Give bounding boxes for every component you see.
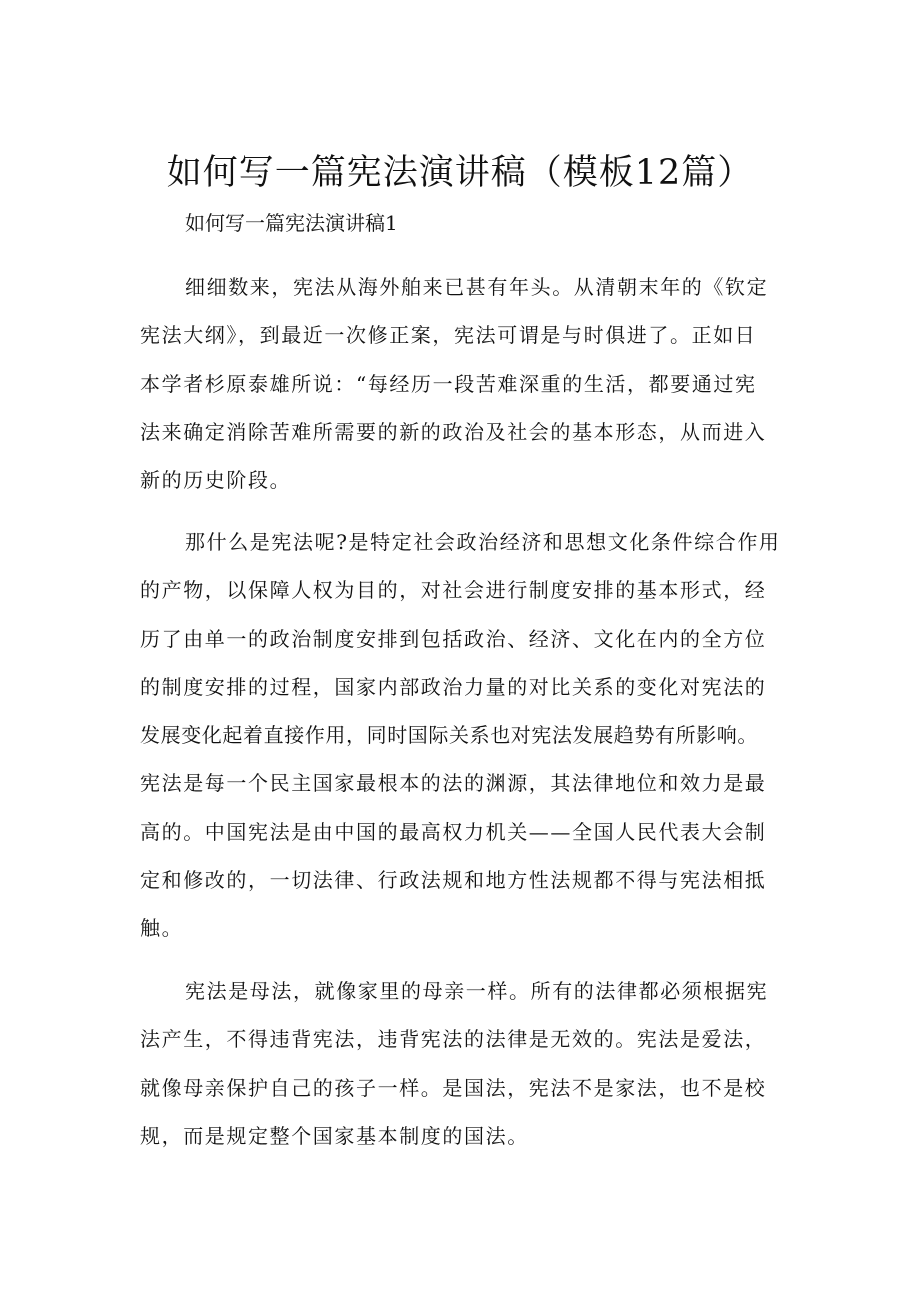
paragraph-line: 触。	[140, 916, 184, 941]
document-title: 如何写一篇宪法演讲稿（模板12篇）	[166, 153, 754, 193]
paragraph-line: 本学者杉原泰雄所说：“每经历一段苦难深重的生活，都要通过宪	[140, 371, 757, 396]
paragraph-line: 定和修改的，一切法律、行政法规和地方性法规都不得与宪法相抵	[140, 868, 767, 893]
paragraph-line: 规，而是规定整个国家基本制度的国法。	[140, 1123, 529, 1148]
paragraph-line: 的产物，以保障人权为目的，对社会进行制度安排的基本形式，经	[140, 578, 767, 603]
paragraph-line: 宪法是母法，就像家里的母亲一样。所有的法律都必须根据宪	[185, 979, 769, 1003]
paragraph-line: 的制度安排的过程，国家内部政治力量的对比关系的变化对宪法的	[140, 674, 767, 699]
paragraph-line: 就像母亲保护自己的孩子一样。是国法，宪法不是家法，也不是校	[140, 1075, 767, 1100]
paragraph-line: 宪法是每一个民主国家最根本的法的渊源，其法律地位和效力是最	[140, 771, 767, 796]
paragraph-2	[140, 518, 800, 953]
paragraph-3	[140, 967, 800, 1160]
paragraph-line: 细细数来，宪法从海外舶来已甚有年头。从清朝末年的《钦定	[185, 275, 769, 299]
paragraph-line: 法产生，不得违背宪法，违背宪法的法律是无效的。宪法是爱法，	[140, 1027, 767, 1052]
paragraph-line: 历了由单一的政治制度安排到包括政治、经济、文化在内的全方位	[140, 626, 767, 651]
section-heading: 如何写一篇宪法演讲稿1	[185, 211, 398, 235]
paragraph-line: 发展变化起着直接作用，同时国际关系也对宪法发展趋势有所影响。	[140, 723, 758, 748]
paragraph-1	[140, 263, 800, 504]
paragraph-line: 新的历史阶段。	[140, 468, 292, 493]
paragraph-line: 高的。中国宪法是由中国的最高权力机关——全国人民代表大会制	[140, 819, 767, 844]
paragraph-line: 法来确定消除苦难所需要的新的政治及社会的基本形态，从而进入	[140, 419, 767, 444]
paragraph-line: 那什么是宪法呢?是特定社会政治经济和思想文化条件综合作用	[185, 530, 781, 554]
paragraph-line: 宪法大纲》，到最近一次修正案，宪法可谓是与时俱进了。正如日	[140, 323, 757, 348]
